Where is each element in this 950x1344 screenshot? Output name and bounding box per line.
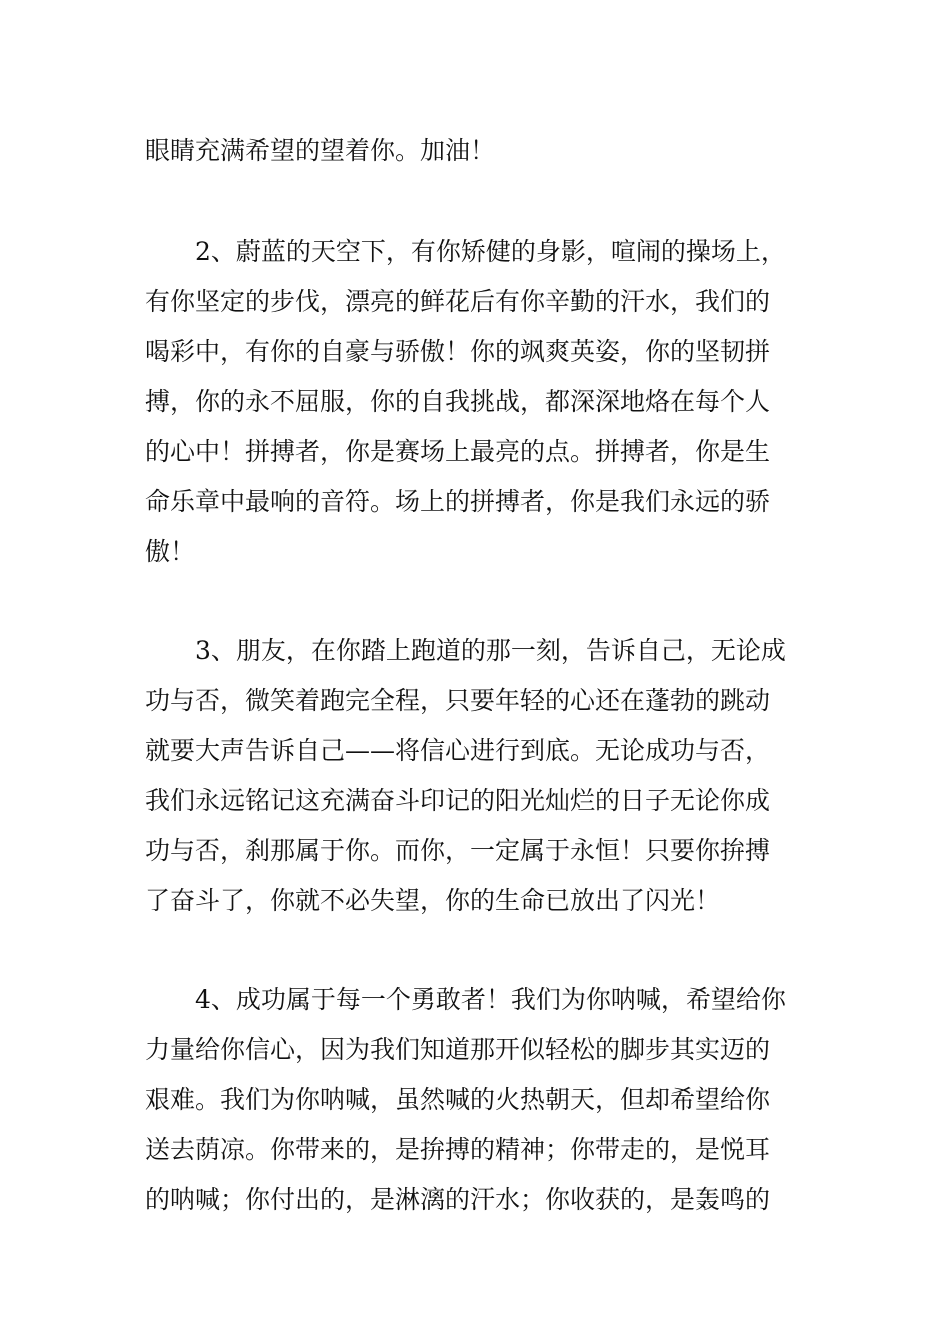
- paragraph-4-line-2: 力量给你信心，因为我们知道那开似轻松的脚步其实迈的: [145, 1035, 771, 1064]
- paragraph-4-line-4: 送去荫凉。你带来的，是拚搏的精神；你带走的，是悦耳: [145, 1135, 771, 1164]
- paragraph-4-line-1: 4、成功属于每一个勇敢者！我们为你呐喊，希望给你: [195, 985, 786, 1014]
- paragraph-3-line-3: 就要大声告诉自己——将信心进行到底。无论成功与否，: [145, 736, 771, 765]
- paragraph-2-line-6: 命乐章中最响的音符。场上的拼搏者，你是我们永远的骄: [145, 487, 771, 516]
- paragraph-2-line-4: 搏，你的永不屈服，你的自我挑战，都深深地烙在每个人: [145, 387, 771, 416]
- paragraph-2-line-3: 喝彩中，有你的自豪与骄傲！你的飒爽英姿，你的坚韧拼: [145, 337, 771, 366]
- paragraph-3-line-2: 功与否，微笑着跑完全程，只要年轻的心还在蓬勃的跳动: [145, 686, 771, 715]
- paragraph-3-line-6: 了奋斗了，你就不必失望，你的生命已放出了闪光！: [145, 886, 721, 915]
- paragraph-2-line-7: 傲！: [145, 537, 196, 566]
- paragraph-3-line-1: 3、朋友，在你踏上跑道的那一刻，告诉自己，无论成: [195, 636, 786, 665]
- paragraph-2-line-5: 的心中！拼搏者，你是赛场上最亮的点。拼搏者，你是生: [145, 437, 771, 466]
- paragraph-3-line-5: 功与否，刹那属于你。而你，一定属于永恒！只要你拚搏: [145, 836, 771, 865]
- paragraph-2-line-1: 2、蔚蓝的天空下，有你矫健的身影，喧闹的操场上，: [195, 237, 786, 266]
- paragraph-1-line-1: 眼睛充满希望的望着你。加油！: [145, 136, 496, 165]
- paragraph-4-line-3: 艰难。我们为你呐喊，虽然喊的火热朝天，但却希望给你: [145, 1085, 771, 1114]
- paragraph-2-line-2: 有你坚定的步伐，漂亮的鲜花后有你辛勤的汗水，我们的: [145, 287, 771, 316]
- paragraph-3-line-4: 我们永远铭记这充满奋斗印记的阳光灿烂的日子无论你成: [145, 786, 771, 815]
- paragraph-4-line-5: 的呐喊；你付出的，是淋漓的汗水；你收获的，是轰鸣的: [145, 1185, 771, 1214]
